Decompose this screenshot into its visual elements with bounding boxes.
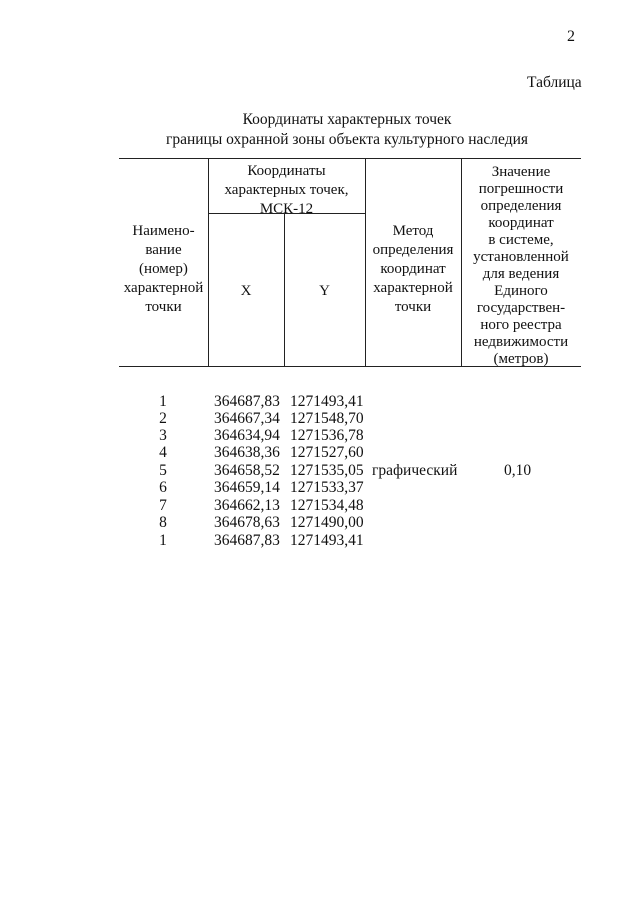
header-y: Y bbox=[319, 283, 330, 299]
table-top-rule bbox=[119, 158, 581, 159]
header-point-name: Наимено- вание (номер) характерной точки bbox=[123, 223, 204, 315]
point-number: 4 bbox=[159, 444, 167, 461]
table-row bbox=[0, 462, 640, 479]
point-number: 6 bbox=[159, 479, 167, 496]
coord-y: 1271490,00 bbox=[290, 514, 364, 531]
coord-x: 364662,13 bbox=[214, 497, 280, 514]
point-number: 1 bbox=[159, 393, 167, 410]
coord-x: 364638,36 bbox=[214, 444, 280, 461]
table-row bbox=[0, 514, 640, 531]
header-x: X bbox=[240, 283, 252, 299]
coord-x: 364687,83 bbox=[214, 393, 280, 410]
table-row bbox=[0, 427, 640, 444]
document-title bbox=[0, 110, 640, 150]
table-row bbox=[0, 410, 640, 427]
header-accuracy: Значение погрешности определения координат в системе, установленной для ведения Единого государствен- ного реестра недвижимости (метров) bbox=[473, 164, 569, 367]
coord-x: 364634,94 bbox=[214, 427, 280, 444]
table-row bbox=[0, 393, 640, 410]
title-line-1: Координаты характерных точек bbox=[242, 111, 452, 128]
header-method: Метод определения координат характерной точки bbox=[372, 223, 454, 315]
title-line-2: границы охранной зоны объекта культурного наследия bbox=[165, 131, 529, 148]
point-number: 2 bbox=[159, 410, 167, 427]
coord-y: 1271548,70 bbox=[290, 410, 364, 427]
coord-x: 364667,34 bbox=[214, 410, 280, 427]
coord-y: 1271535,05 bbox=[290, 462, 364, 479]
coord-x: 364658,52 bbox=[214, 462, 280, 479]
table-caption: Таблица bbox=[527, 74, 582, 91]
coord-x: 364678,63 bbox=[214, 514, 280, 531]
point-number: 1 bbox=[159, 532, 167, 549]
page-number: 2 bbox=[567, 28, 575, 45]
coord-x: 364659,14 bbox=[214, 479, 280, 496]
coord-y: 1271493,41 bbox=[290, 532, 364, 549]
coord-y: 1271536,78 bbox=[290, 427, 364, 444]
point-number: 8 bbox=[159, 514, 167, 531]
table-row bbox=[0, 532, 640, 549]
point-number: 7 bbox=[159, 497, 167, 514]
coord-x: 364687,83 bbox=[214, 532, 280, 549]
coord-y: 1271533,37 bbox=[290, 479, 364, 496]
accuracy-value: 0,10 bbox=[504, 462, 532, 479]
table-row bbox=[0, 479, 640, 496]
point-number: 5 bbox=[159, 462, 167, 479]
coord-y: 1271527,60 bbox=[290, 444, 364, 461]
table-row bbox=[0, 444, 640, 461]
header-coordinates-group: Координаты характерных точек, МСК-12 bbox=[224, 163, 349, 217]
method-value: графический bbox=[372, 462, 458, 479]
coord-y: 1271493,41 bbox=[290, 393, 364, 410]
point-number: 3 bbox=[159, 427, 167, 444]
table-row bbox=[0, 497, 640, 514]
coord-y: 1271534,48 bbox=[290, 497, 364, 514]
